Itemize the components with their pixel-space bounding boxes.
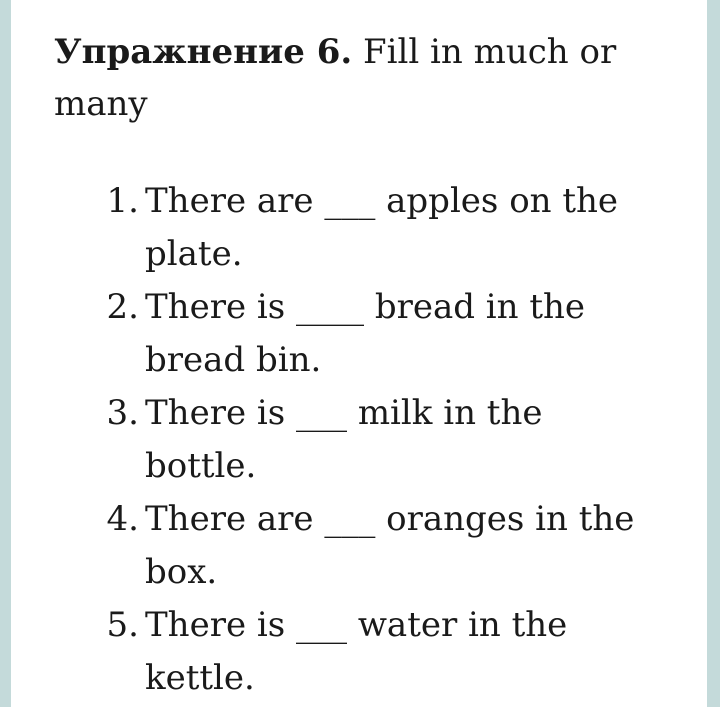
item-text: There is ___ water in the kettle.: [145, 605, 568, 698]
list-item: [103, 281, 663, 387]
item-number: 4.: [106, 499, 139, 539]
document-page: [11, 0, 707, 707]
exercise-instruction: Fill in much or many: [54, 32, 617, 124]
list-item: [103, 175, 663, 281]
item-number: 1.: [106, 181, 139, 221]
exercise-list: [103, 175, 663, 705]
item-text: There are ___ apples on the plate.: [145, 181, 619, 274]
list-item: [103, 493, 663, 599]
item-number: 3.: [106, 393, 139, 433]
item-text: There is ____ bread in the bread bin.: [145, 287, 586, 380]
list-item: [103, 599, 663, 705]
item-number: 2.: [106, 287, 139, 327]
exercise-heading: [54, 26, 654, 130]
item-text: There are ___ oranges in the box.: [145, 499, 635, 592]
exercise-label: Упражнение 6.: [54, 32, 353, 72]
item-text: There is ___ milk in the bottle.: [145, 393, 543, 486]
list-item: [103, 387, 663, 493]
item-number: 5.: [106, 605, 139, 645]
